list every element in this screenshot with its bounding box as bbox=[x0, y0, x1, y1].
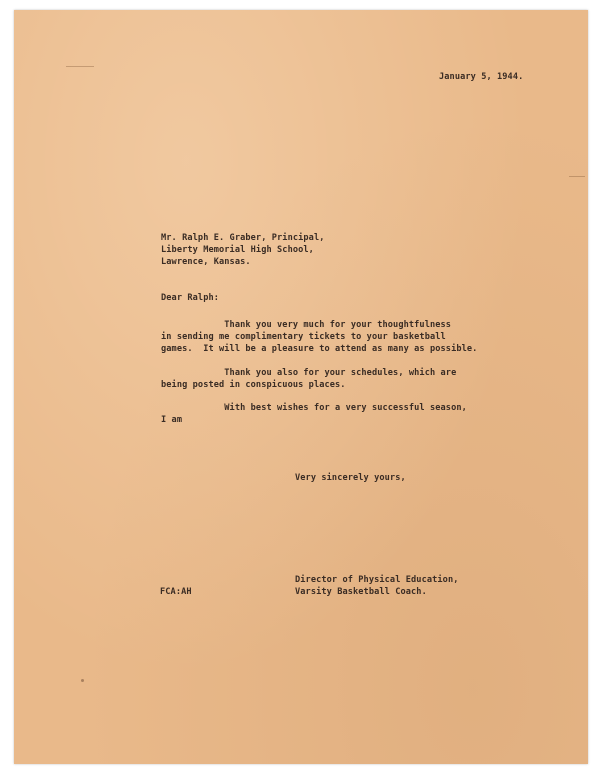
complimentary-closing: Very sincerely yours, bbox=[295, 473, 406, 483]
body-line: Thank you very much for your thoughtfulness bbox=[161, 320, 452, 330]
letter-date: January 5, 1944. bbox=[439, 72, 524, 82]
address-line: Lawrence, Kansas. bbox=[161, 257, 251, 267]
paper-spot bbox=[81, 679, 84, 682]
address-line: Mr. Ralph E. Graber, Principal, bbox=[161, 233, 325, 243]
body-line: in sending me complimentary tickets to your basketball bbox=[161, 332, 446, 342]
body-line: I am bbox=[161, 415, 183, 425]
body-line: With best wishes for a very successful season, bbox=[161, 403, 467, 413]
letter-page bbox=[14, 10, 588, 764]
body-line: being posted in conspicuous places. bbox=[161, 380, 346, 390]
salutation: Dear Ralph: bbox=[161, 293, 220, 303]
signature-title-line: Varsity Basketball Coach. bbox=[295, 587, 427, 597]
body-line: Thank you also for your schedules, which are bbox=[161, 368, 457, 378]
typist-initials: FCA:AH bbox=[160, 587, 192, 597]
signature-title-line: Director of Physical Education, bbox=[295, 575, 459, 585]
paper-mark bbox=[66, 66, 94, 67]
address-line: Liberty Memorial High School, bbox=[161, 245, 314, 255]
paper-mark bbox=[569, 176, 585, 177]
body-line: games. It will be a pleasure to attend as many as possible. bbox=[161, 344, 478, 354]
